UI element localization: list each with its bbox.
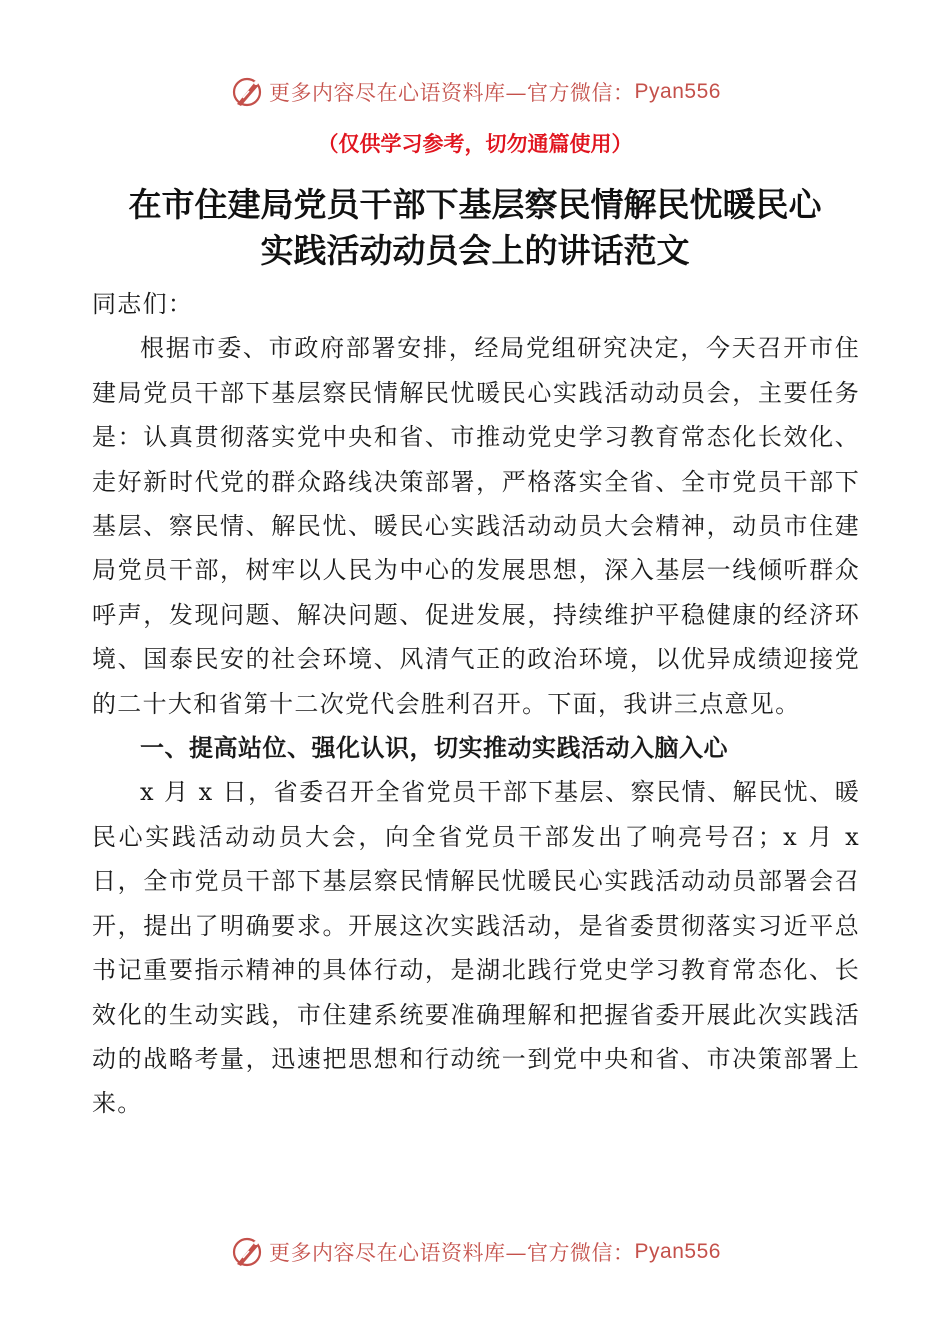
section-1-paragraph: x 月 x 日，省委召开全省党员干部下基层、察民情、解民忧、暖民心实践活动动员大会，向全省党员干部发出了响亮号召；x 月 x 日，全市党员干部下基层察民情解民忧暖民心实践活动动员部署会召开，提出了明确要求。开展这次实践活动，是省委贯彻落实习近平总书记重要指示精神的具体行动，是湖北践行党史学习教育常态化、长效化的生动实践，市住建系统要准确理解和把握省委开展此次实践活动的战略考量，迅速把思想和行动统一到党中央和省、市决策部署上来。: [92, 778, 860, 1118]
banner-wechat-id: Pyan556: [634, 1240, 721, 1263]
title-line-2: 实践活动动员会上的讲话范文: [260, 231, 690, 270]
intro-paragraph: 根据市委、市政府部署安排，经局党组研究决定，今天召开市住建局党员干部下基层察民情解民忧暖民心实践活动动员会，主要任务是：认真贯彻落实党中央和省、市推动党史学习教育常态化长效化、走好新时代党的群众路线决策部署，严格落实全省、全市党员干部下基层、察民情、解民忧、暖民心实践活动动员大会精神，动员市住建局党员干部，树牢以人民为中心的发展思想，深入基层一线倾听群众呼声，发现问题、解决问题、促进发展，持续维护平稳健康的经济环境、国泰民安的社会环境、风清气正的政治环境，以优异成绩迎接党的二十大和省第十二次党代会胜利召开。下面，我讲三点意见。: [92, 334, 860, 718]
salutation: 同志们：: [92, 290, 194, 318]
footer-banner: [0, 1232, 950, 1272]
section-1-heading: 一、提高站位、强化认识，切实推动实践活动入脑入心: [140, 734, 728, 763]
document-body: [92, 282, 860, 1126]
banner-wechat-id: Pyan556: [634, 80, 721, 103]
usage-notice: （仅供学习参考，切勿通篇使用）: [317, 132, 633, 156]
title-line-1: 在市住建局党员干部下基层察民情解民忧暖民心: [128, 185, 822, 224]
fountain-pen-logo-icon: [229, 1234, 265, 1270]
fountain-pen-logo-icon: [229, 74, 265, 110]
banner-text: 更多内容尽在心语资料库—官方微信：: [269, 1241, 635, 1265]
document-title: [60, 182, 890, 274]
header-banner: [0, 72, 950, 112]
banner-text: 更多内容尽在心语资料库—官方微信：: [269, 81, 635, 105]
